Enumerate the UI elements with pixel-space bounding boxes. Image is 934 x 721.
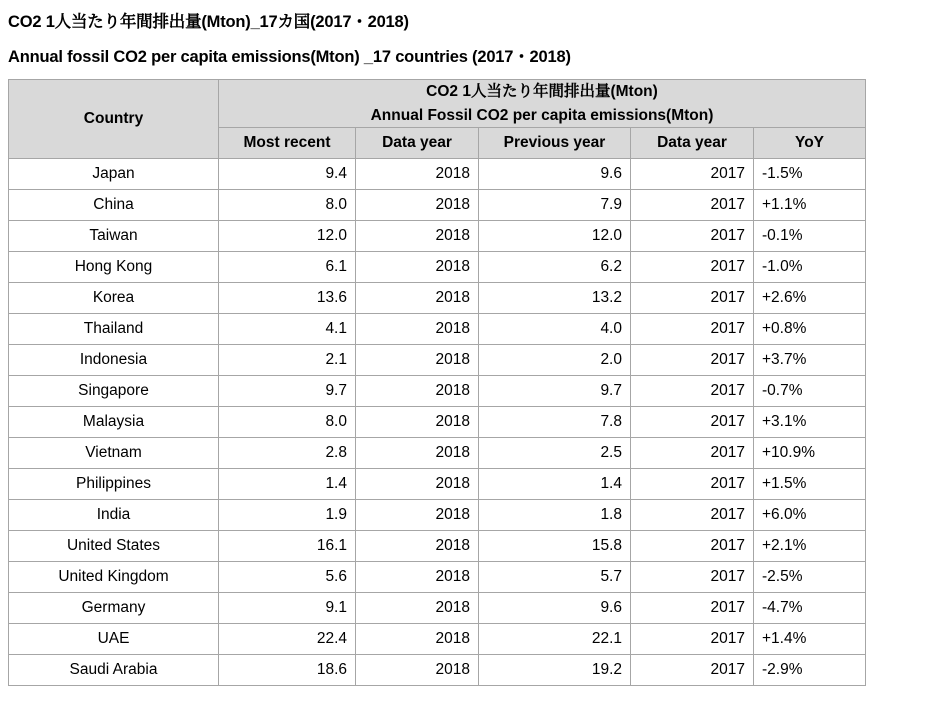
- cell-most-recent: 9.4: [219, 158, 356, 189]
- cell-data-year-previous: 2017: [631, 375, 754, 406]
- table-row: [9, 499, 866, 530]
- cell-previous-year: 1.8: [479, 499, 631, 530]
- cell-country: United Kingdom: [9, 561, 219, 592]
- cell-most-recent: 16.1: [219, 530, 356, 561]
- cell-most-recent: 2.8: [219, 437, 356, 468]
- cell-yoy: -1.5%: [754, 158, 866, 189]
- cell-most-recent: 12.0: [219, 220, 356, 251]
- cell-data-year-recent: 2018: [356, 437, 479, 468]
- cell-previous-year: 13.2: [479, 282, 631, 313]
- table-row: [9, 344, 866, 375]
- cell-data-year-recent: 2018: [356, 282, 479, 313]
- cell-yoy: -0.7%: [754, 375, 866, 406]
- cell-data-year-previous: 2017: [631, 406, 754, 437]
- cell-country: China: [9, 189, 219, 220]
- column-header-yoy: YoY: [754, 127, 866, 158]
- cell-country: India: [9, 499, 219, 530]
- cell-yoy: -2.9%: [754, 654, 866, 685]
- cell-country: Germany: [9, 592, 219, 623]
- cell-data-year-recent: 2018: [356, 313, 479, 344]
- cell-data-year-previous: 2017: [631, 561, 754, 592]
- cell-data-year-previous: 2017: [631, 623, 754, 654]
- cell-data-year-previous: 2017: [631, 530, 754, 561]
- cell-data-year-previous: 2017: [631, 313, 754, 344]
- cell-previous-year: 4.0: [479, 313, 631, 344]
- cell-yoy: +3.7%: [754, 344, 866, 375]
- cell-data-year-previous: 2017: [631, 468, 754, 499]
- table-row: [9, 437, 866, 468]
- column-header-data-year-recent: Data year: [356, 127, 479, 158]
- cell-yoy: +1.4%: [754, 623, 866, 654]
- cell-country: Saudi Arabia: [9, 654, 219, 685]
- cell-yoy: +6.0%: [754, 499, 866, 530]
- table-row: [9, 189, 866, 220]
- cell-data-year-previous: 2017: [631, 158, 754, 189]
- table-row: [9, 220, 866, 251]
- cell-data-year-recent: 2018: [356, 251, 479, 282]
- cell-country: Thailand: [9, 313, 219, 344]
- column-header-group-english: Annual Fossil CO2 per capita emissions(Mton): [370, 106, 714, 124]
- cell-data-year-previous: 2017: [631, 282, 754, 313]
- cell-previous-year: 6.2: [479, 251, 631, 282]
- cell-yoy: -1.0%: [754, 251, 866, 282]
- cell-yoy: +10.9%: [754, 437, 866, 468]
- cell-data-year-recent: 2018: [356, 654, 479, 685]
- cell-data-year-previous: 2017: [631, 592, 754, 623]
- table-row: [9, 561, 866, 592]
- cell-country: Philippines: [9, 468, 219, 499]
- cell-country: Singapore: [9, 375, 219, 406]
- cell-country: Taiwan: [9, 220, 219, 251]
- cell-most-recent: 1.9: [219, 499, 356, 530]
- cell-data-year-recent: 2018: [356, 220, 479, 251]
- cell-country: Korea: [9, 282, 219, 313]
- table-row: [9, 251, 866, 282]
- table-row: [9, 282, 866, 313]
- cell-most-recent: 5.6: [219, 561, 356, 592]
- cell-previous-year: 9.6: [479, 592, 631, 623]
- cell-country: United States: [9, 530, 219, 561]
- cell-previous-year: 9.6: [479, 158, 631, 189]
- table-body: [9, 158, 866, 685]
- emissions-table: [8, 79, 866, 686]
- column-header-most-recent: Most recent: [219, 127, 356, 158]
- cell-previous-year: 12.0: [479, 220, 631, 251]
- cell-previous-year: 19.2: [479, 654, 631, 685]
- cell-previous-year: 9.7: [479, 375, 631, 406]
- table-header-row-top: [9, 80, 866, 128]
- cell-data-year-previous: 2017: [631, 499, 754, 530]
- cell-country: Japan: [9, 158, 219, 189]
- cell-country: Hong Kong: [9, 251, 219, 282]
- table-row: [9, 623, 866, 654]
- table-row: [9, 406, 866, 437]
- column-header-country: Country: [9, 80, 219, 159]
- cell-yoy: +2.6%: [754, 282, 866, 313]
- column-header-data-year-previous: Data year: [631, 127, 754, 158]
- cell-data-year-recent: 2018: [356, 406, 479, 437]
- cell-previous-year: 22.1: [479, 623, 631, 654]
- table-row: [9, 375, 866, 406]
- column-header-previous-year: Previous year: [479, 127, 631, 158]
- cell-country: UAE: [9, 623, 219, 654]
- cell-data-year-previous: 2017: [631, 344, 754, 375]
- table-row: [9, 313, 866, 344]
- cell-most-recent: 4.1: [219, 313, 356, 344]
- cell-data-year-recent: 2018: [356, 189, 479, 220]
- cell-most-recent: 6.1: [219, 251, 356, 282]
- cell-most-recent: 8.0: [219, 406, 356, 437]
- cell-most-recent: 9.1: [219, 592, 356, 623]
- table-row: [9, 654, 866, 685]
- cell-data-year-recent: 2018: [356, 499, 479, 530]
- cell-most-recent: 1.4: [219, 468, 356, 499]
- cell-yoy: -4.7%: [754, 592, 866, 623]
- cell-data-year-recent: 2018: [356, 561, 479, 592]
- cell-yoy: +2.1%: [754, 530, 866, 561]
- cell-previous-year: 2.5: [479, 437, 631, 468]
- cell-data-year-recent: 2018: [356, 530, 479, 561]
- cell-previous-year: 7.9: [479, 189, 631, 220]
- cell-most-recent: 13.6: [219, 282, 356, 313]
- cell-data-year-previous: 2017: [631, 189, 754, 220]
- cell-yoy: +1.5%: [754, 468, 866, 499]
- column-header-group-japanese: CO2 1人当たり年間排出量(Mton): [426, 83, 658, 101]
- cell-data-year-previous: 2017: [631, 220, 754, 251]
- page-title-japanese: CO2 1人当たり年間排出量(Mton)_17カ国(2017・2018): [8, 13, 409, 31]
- cell-data-year-recent: 2018: [356, 623, 479, 654]
- cell-data-year-recent: 2018: [356, 344, 479, 375]
- cell-country: Vietnam: [9, 437, 219, 468]
- cell-previous-year: 15.8: [479, 530, 631, 561]
- cell-yoy: +3.1%: [754, 406, 866, 437]
- cell-country: Indonesia: [9, 344, 219, 375]
- cell-yoy: +0.8%: [754, 313, 866, 344]
- cell-data-year-recent: 2018: [356, 592, 479, 623]
- table-row: [9, 158, 866, 189]
- column-header-group: [219, 80, 866, 128]
- cell-most-recent: 2.1: [219, 344, 356, 375]
- cell-previous-year: 7.8: [479, 406, 631, 437]
- cell-yoy: -2.5%: [754, 561, 866, 592]
- cell-data-year-previous: 2017: [631, 251, 754, 282]
- table-row: [9, 530, 866, 561]
- cell-most-recent: 22.4: [219, 623, 356, 654]
- cell-previous-year: 1.4: [479, 468, 631, 499]
- cell-most-recent: 8.0: [219, 189, 356, 220]
- cell-data-year-recent: 2018: [356, 468, 479, 499]
- table-row: [9, 468, 866, 499]
- page-title-english: Annual fossil CO2 per capita emissions(Mton) _17 countries (2017・2018): [8, 47, 571, 66]
- cell-previous-year: 5.7: [479, 561, 631, 592]
- cell-yoy: +1.1%: [754, 189, 866, 220]
- cell-data-year-recent: 2018: [356, 375, 479, 406]
- cell-country: Malaysia: [9, 406, 219, 437]
- cell-data-year-recent: 2018: [356, 158, 479, 189]
- table-row: [9, 592, 866, 623]
- table-header: [9, 80, 866, 159]
- cell-previous-year: 2.0: [479, 344, 631, 375]
- cell-most-recent: 18.6: [219, 654, 356, 685]
- cell-yoy: -0.1%: [754, 220, 866, 251]
- cell-most-recent: 9.7: [219, 375, 356, 406]
- cell-data-year-previous: 2017: [631, 437, 754, 468]
- cell-data-year-previous: 2017: [631, 654, 754, 685]
